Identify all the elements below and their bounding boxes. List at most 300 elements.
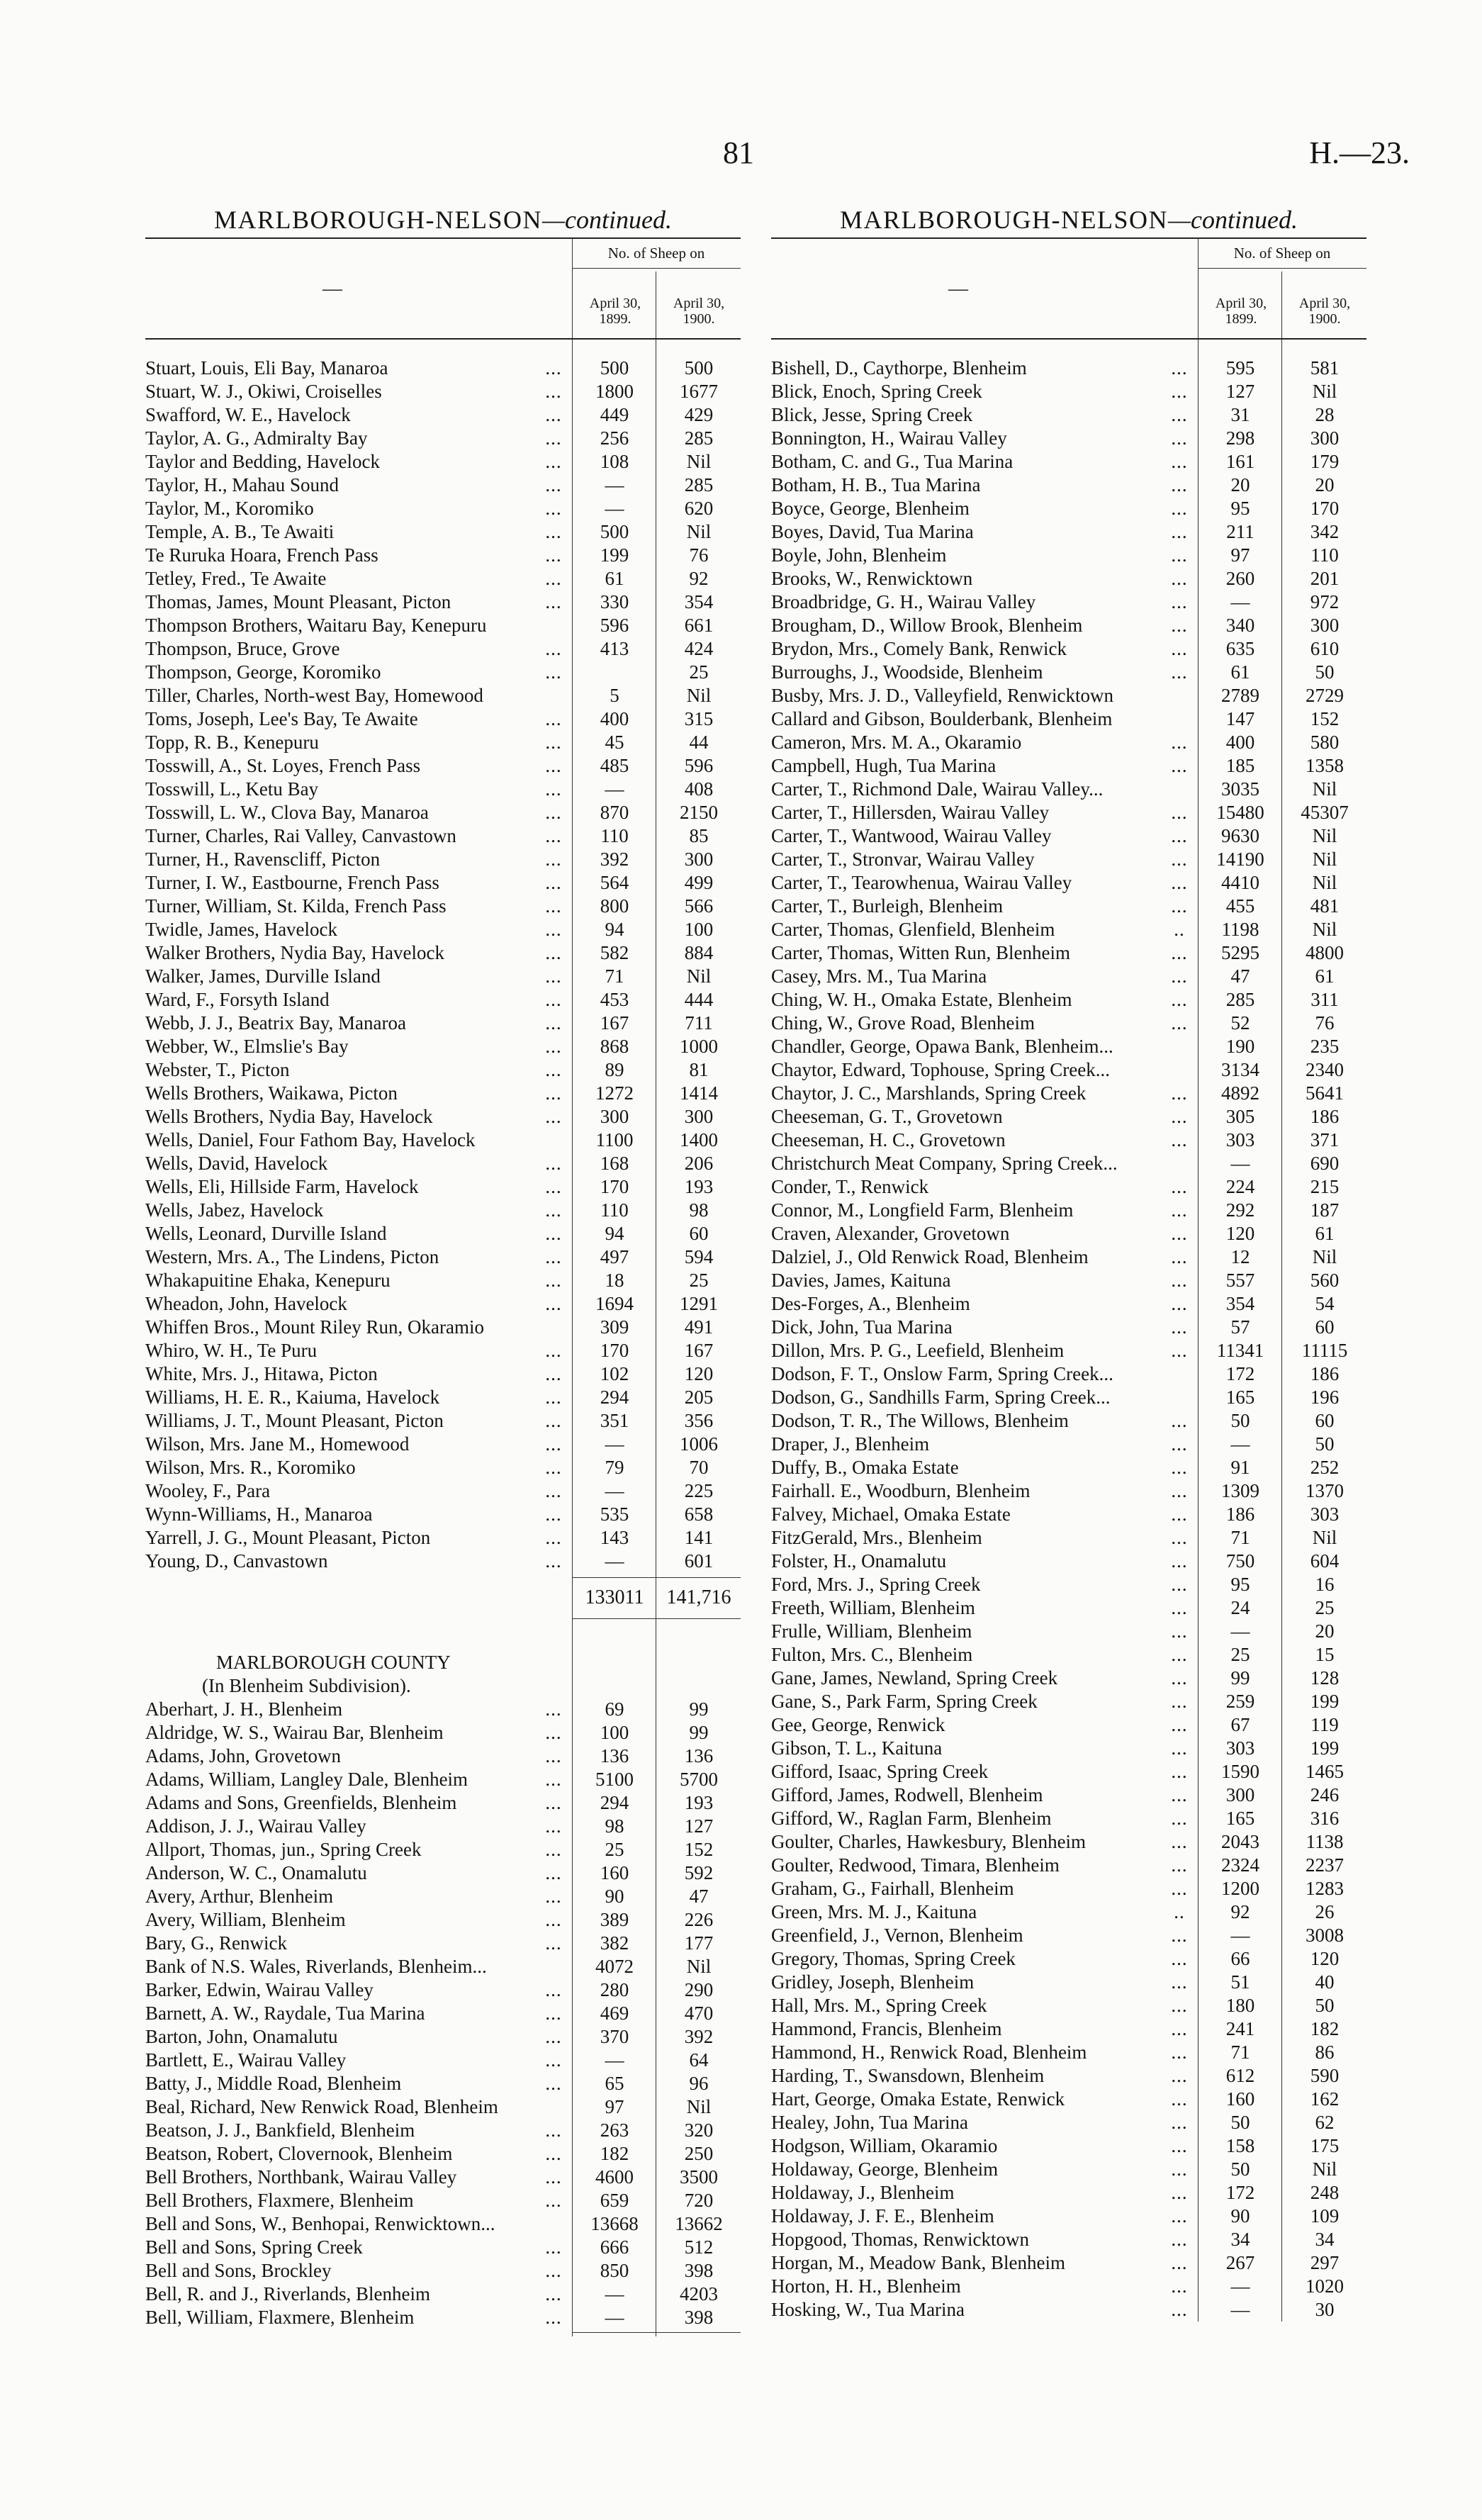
value-1900: 2340 [1306, 1059, 1344, 1080]
leader-dots: ... [1171, 1995, 1188, 2016]
entry-name: Dillon, Mrs. P. G., Leefield, Blenheim [771, 1340, 1065, 1361]
value-1899: 285 [1225, 989, 1255, 1010]
entry-name: Hopgood, Thomas, Renwicktown [771, 2229, 1029, 2250]
value-1899: — [605, 2049, 624, 2071]
value-1900: 215 [1310, 1176, 1340, 1197]
leader-dots: ... [1171, 568, 1188, 589]
leader-dots: ... [545, 1839, 562, 1860]
entry-name: Wells Brothers, Waikawa, Picton [145, 1082, 398, 1104]
value-1899: 2043 [1221, 1831, 1259, 1852]
table-row [771, 497, 1366, 520]
entry-name: Falvey, Michael, Omaka Estate [771, 1503, 1011, 1525]
leader-dots: ... [545, 1433, 562, 1455]
leader-dots: ... [1171, 1503, 1188, 1525]
leader-dots: ... [1171, 1808, 1188, 1829]
value-1899: 95 [1230, 1574, 1250, 1595]
leader-dots: ... [1171, 521, 1188, 542]
leader-dots: ... [545, 2307, 562, 2328]
value-1900: 248 [1310, 2182, 1340, 2203]
value-1900: 300 [1310, 615, 1340, 636]
value-1900: 11115 [1301, 1340, 1348, 1361]
entry-name: Thompson Brothers, Waitaru Bay, Kenepuru [145, 615, 487, 636]
table-row [771, 778, 1366, 801]
value-1900: 62 [1315, 2112, 1335, 2133]
value-1899: 172 [1225, 2182, 1255, 2203]
leader-dots: ... [545, 919, 562, 940]
header-dash: — [322, 278, 342, 300]
value-1900: 3008 [1306, 1925, 1344, 1946]
value-1899: 65 [605, 2073, 624, 2094]
entry-name: Whiffen Bros., Mount Riley Run, Okaramio [145, 1316, 484, 1338]
entry-name: Aldridge, W. S., Wairau Bar, Blenheim [145, 1722, 444, 1743]
value-1899: 168 [600, 1153, 629, 1174]
leader-dots: ... [1171, 2042, 1188, 2063]
table-row [145, 801, 741, 824]
leader-dots: ... [1171, 732, 1188, 753]
section-title: MARLBOROUGH COUNTY [216, 1652, 451, 1673]
leader-dots: ... [545, 2026, 562, 2047]
value-1899: 71 [1230, 1527, 1250, 1548]
table-row [771, 1690, 1366, 1713]
value-1899: 612 [1225, 2065, 1255, 2086]
table-row [771, 450, 1366, 474]
entry-name: Bell and Sons, Brockley [145, 2260, 332, 2281]
value-1899: 170 [600, 1176, 629, 1197]
value-1899: 47 [1230, 965, 1250, 987]
value-1899: 564 [600, 872, 629, 893]
entry-name: Gregory, Thomas, Spring Creek [771, 1948, 1016, 1969]
table-row [145, 497, 741, 520]
table-row [145, 1908, 741, 1932]
leader-dots: ... [545, 1722, 562, 1743]
entry-name: Gifford, James, Rodwell, Blenheim [771, 1784, 1043, 1805]
value-1900: 119 [1310, 1714, 1339, 1735]
table-row [145, 778, 741, 801]
value-1899: 94 [605, 1223, 624, 1244]
leader-dots: ... [1171, 1316, 1188, 1338]
entry-name: Dodson, G., Sandhills Farm, Spring Creek... [771, 1387, 1111, 1408]
leader-dots: ... [545, 1745, 562, 1766]
table-row [145, 1012, 741, 1035]
entry-name: Boyce, George, Blenheim [771, 498, 970, 519]
value-1900: 182 [1310, 2018, 1340, 2039]
entry-name: Tosswill, L., Ketu Bay [145, 778, 319, 800]
leader-dots: ... [1171, 1433, 1188, 1455]
table-row [145, 403, 741, 427]
entry-name: Topp, R. B., Kenepuru [145, 732, 319, 753]
value-1899: — [1230, 1925, 1250, 1946]
entry-name: Bell Brothers, Flaxmere, Blenheim [145, 2190, 414, 2211]
value-1899: 500 [600, 357, 629, 379]
entry-name: Davies, James, Kaituna [771, 1270, 951, 1291]
value-1899: 52 [1230, 1012, 1250, 1034]
leader-dots: ... [545, 544, 562, 566]
table-row [145, 2025, 741, 2049]
leader-dots: ... [545, 942, 562, 963]
value-1900: 499 [684, 872, 714, 893]
value-1900: 4800 [1306, 942, 1344, 963]
value-1900: 580 [1310, 732, 1340, 753]
entry-name: Thomas, James, Mount Pleasant, Picton [145, 591, 451, 612]
entry-name: Wooley, F., Para [145, 1480, 271, 1501]
value-1900: 594 [684, 1246, 714, 1267]
value-1899: 90 [1230, 2205, 1250, 2227]
page-number: 81 [723, 135, 754, 170]
table-row [771, 357, 1366, 380]
value-1899: — [605, 474, 624, 495]
entry-name: Taylor, A. G., Admiralty Bay [145, 427, 368, 449]
value-1900: 120 [684, 1363, 714, 1384]
leader-dots: ... [545, 591, 562, 612]
leader-dots: ... [545, 2003, 562, 2024]
table-row [145, 1815, 741, 1838]
entry-name: Williams, H. E. R., Kaiuma, Havelock [145, 1387, 440, 1408]
table-row [771, 2205, 1366, 2228]
leader-dots: ... [1171, 427, 1188, 449]
table-row [771, 1199, 1366, 1222]
value-1900: 1370 [1306, 1480, 1344, 1501]
leader-dots: ... [1171, 755, 1188, 776]
entry-name: Walker Brothers, Nydia Bay, Havelock [145, 942, 444, 963]
entry-name: Bell, R. and J., Riverlands, Blenheim [145, 2283, 430, 2305]
table-row [771, 1292, 1366, 1316]
table-row [771, 2064, 1366, 2088]
value-1900: 610 [1310, 638, 1340, 659]
leader-dots: .. [1174, 919, 1185, 940]
table-row [771, 1362, 1366, 1386]
table-row [145, 824, 741, 848]
entry-name: Christchurch Meat Company, Spring Creek... [771, 1153, 1118, 1174]
leader-dots: ... [1171, 1971, 1188, 1993]
entry-name: Harding, T., Swansdown, Blenheim [771, 2065, 1045, 2086]
leader-dots: ... [545, 825, 562, 846]
table-row [145, 684, 741, 707]
leader-dots: ... [545, 1698, 562, 1720]
leader-dots: ... [1171, 1878, 1188, 1899]
value-1900: 5700 [680, 1769, 718, 1790]
value-1899: 582 [600, 942, 629, 963]
value-1900: 13662 [675, 2213, 723, 2234]
value-1899: 4410 [1221, 872, 1259, 893]
table-row [771, 1713, 1366, 1737]
entry-name: Dodson, F. T., Onslow Farm, Spring Creek... [771, 1363, 1113, 1384]
value-1900: Nil [686, 521, 712, 542]
table-row [771, 2251, 1366, 2275]
table-row [771, 1245, 1366, 1269]
table-row [145, 2236, 741, 2259]
value-1900: 98 [689, 1199, 709, 1221]
entry-name: Gridley, Joseph, Blenheim [771, 1971, 975, 1993]
value-1899: 224 [1225, 1176, 1255, 1197]
entry-name: Holdaway, J. F. E., Blenheim [771, 2205, 994, 2227]
value-1899: 170 [600, 1340, 629, 1361]
table-row [771, 2017, 1366, 2041]
table-row [771, 1760, 1366, 1783]
entry-name: Cheeseman, G. T., Grovetown [771, 1106, 1003, 1127]
value-1899: 595 [1225, 357, 1255, 379]
value-1899: 5295 [1221, 942, 1259, 963]
value-1900: 1020 [1306, 2275, 1344, 2297]
table-row [145, 544, 741, 567]
value-1900: 429 [684, 404, 714, 425]
value-1900: 196 [1310, 1387, 1340, 1408]
value-1900: 1414 [680, 1082, 718, 1104]
value-1899: 89 [605, 1059, 624, 1080]
value-1899: 3134 [1221, 1059, 1259, 1080]
leader-dots: ... [1171, 1129, 1188, 1150]
header-group-label: No. of Sheep on [572, 245, 741, 269]
total-1900: 141,716 [666, 1586, 731, 1608]
table-row [771, 1807, 1366, 1830]
value-1899: 354 [1225, 1293, 1255, 1314]
table-row [771, 614, 1366, 637]
value-1900: 424 [684, 638, 714, 659]
value-1899: 400 [1225, 732, 1255, 753]
entry-name: Busby, Mrs. J. D., Valleyfield, Renwicktown [771, 685, 1113, 706]
table-row [771, 731, 1366, 754]
table-row [771, 2158, 1366, 2181]
table-row [145, 2119, 741, 2142]
value-1900: 604 [1310, 1550, 1340, 1572]
table-row [771, 1175, 1366, 1199]
leader-dots: ... [545, 1410, 562, 1431]
leader-dots: ... [1171, 1737, 1188, 1759]
value-1900: Nil [1312, 1527, 1337, 1548]
table-row [771, 2228, 1366, 2251]
table-row [771, 1503, 1366, 1526]
value-1899: 256 [600, 427, 629, 449]
value-1900: 170 [1310, 498, 1340, 519]
value-1900: Nil [686, 451, 712, 472]
table-row [145, 1526, 741, 1550]
value-1900: 205 [684, 1387, 714, 1408]
value-1899: 13668 [590, 2213, 639, 2234]
value-1900: 61 [1315, 965, 1335, 987]
entry-name: Horgan, M., Meadow Bank, Blenheim [771, 2252, 1065, 2273]
entry-name: Carter, T., Wantwood, Wairau Valley [771, 825, 1052, 846]
value-1899: 868 [600, 1036, 629, 1057]
table-row [771, 520, 1366, 544]
table-row [771, 1082, 1366, 1105]
leader-dots: ... [545, 895, 562, 917]
table-row [145, 590, 741, 614]
value-1900: 620 [684, 498, 714, 519]
leader-dots: ... [1171, 661, 1188, 683]
leader-dots: ... [1171, 2065, 1188, 2086]
value-1900: Nil [1312, 919, 1337, 940]
entry-name: Gifford, W., Raglan Farm, Blenheim [771, 1808, 1052, 1829]
value-1899: 330 [600, 591, 629, 612]
header-col-1900: April 30, 1900. [673, 296, 725, 327]
entry-name: Hosking, W., Tua Marina [771, 2299, 965, 2320]
table-row [145, 1479, 741, 1503]
value-1899: 750 [1225, 1550, 1255, 1572]
entry-name: Twidle, James, Havelock [145, 919, 338, 940]
entry-name: Blick, Jesse, Spring Creek [771, 404, 973, 425]
value-1899: 292 [1225, 1199, 1255, 1221]
value-1900: 85 [689, 825, 709, 846]
leader-dots: ... [545, 1293, 562, 1314]
value-1900: 20 [1315, 474, 1335, 495]
value-1900: 250 [684, 2143, 714, 2164]
leader-dots: ... [545, 498, 562, 519]
table-row [771, 1830, 1366, 1854]
value-1899: 165 [1225, 1808, 1255, 1829]
entry-name: Connor, M., Longfield Farm, Blenheim [771, 1199, 1074, 1221]
value-1900: 5641 [1306, 1082, 1344, 1104]
table-row [771, 1105, 1366, 1129]
value-1900: 235 [1310, 1036, 1340, 1057]
entry-name: Cameron, Mrs. M. A., Okaramio [771, 732, 1022, 753]
value-1899: 127 [1225, 381, 1255, 402]
table-row [771, 1877, 1366, 1900]
leader-dots: ... [545, 1082, 562, 1104]
entry-name: Williams, J. T., Mount Pleasant, Picton [145, 1410, 444, 1431]
leader-dots: ... [1171, 1644, 1188, 1665]
value-1899: 4600 [595, 2166, 634, 2188]
value-1899: 659 [600, 2190, 629, 2211]
table-row [771, 1737, 1366, 1760]
table-row [771, 427, 1366, 450]
table-row [771, 544, 1366, 567]
value-1900: 61 [1315, 1223, 1335, 1244]
value-1899: 110 [600, 1199, 629, 1221]
table-row [771, 2181, 1366, 2205]
value-1899: 15480 [1216, 802, 1264, 823]
leader-dots: ... [545, 1792, 562, 1813]
entry-name: Carter, T., Hillersden, Wairau Valley [771, 802, 1050, 823]
entry-name: Webber, W., Elmslie's Bay [145, 1036, 349, 1057]
entry-name: Beal, Richard, New Renwick Road, Blenheim [145, 2096, 498, 2117]
value-1900: 481 [1310, 895, 1340, 917]
value-1900: 141 [684, 1527, 714, 1548]
value-1899: 2789 [1221, 685, 1259, 706]
value-1899: 557 [1225, 1270, 1255, 1291]
entry-name: Carter, T., Burleigh, Blenheim [771, 895, 1004, 917]
table-row [145, 2306, 741, 2329]
table-row [771, 590, 1366, 614]
value-1899: — [605, 2283, 624, 2305]
value-1900: 661 [684, 615, 714, 636]
leader-dots: ... [1171, 1270, 1188, 1291]
value-1899: 389 [600, 1909, 629, 1930]
value-1900: Nil [1312, 825, 1337, 846]
entry-name: Adams, William, Langley Dale, Blenheim [145, 1769, 468, 1790]
entry-name: Gane, James, Newland, Spring Creek [771, 1667, 1058, 1689]
entry-name: Whiro, W. H., Te Puru [145, 1340, 318, 1361]
leader-dots: ... [1171, 1948, 1188, 1969]
value-1900: 96 [689, 2073, 709, 2094]
entry-name: Tosswill, L. W., Clova Bay, Manaroa [145, 802, 429, 823]
table-row [771, 567, 1366, 590]
entry-name: Avery, William, Blenheim [145, 1909, 346, 1930]
value-1899: 1694 [595, 1293, 634, 1314]
entry-name: Gee, George, Renwick [771, 1714, 945, 1735]
value-1899: 280 [600, 1979, 629, 2000]
leader-dots: ... [1171, 849, 1188, 870]
value-1899: — [1230, 1153, 1250, 1174]
leader-dots: ... [1171, 942, 1188, 963]
value-1899: — [1230, 2275, 1250, 2297]
table-row [145, 941, 741, 965]
document-code: H.—23. [1309, 135, 1410, 170]
value-1899: 263 [600, 2119, 629, 2141]
entry-name: Toms, Joseph, Lee's Bay, Te Awaite [145, 708, 418, 729]
table-row [771, 848, 1366, 871]
entry-name: Wynn-Williams, H., Manaroa [145, 1503, 373, 1525]
value-1900: 1291 [680, 1293, 718, 1314]
value-1900: 972 [1310, 591, 1340, 612]
value-1899: 305 [1225, 1106, 1255, 1127]
entry-name: Beatson, J. J., Bankfield, Blenheim [145, 2119, 415, 2141]
table-row [145, 1105, 741, 1129]
table-row [145, 1456, 741, 1479]
entry-name: Draper, J., Blenheim [771, 1433, 930, 1455]
value-1900: 658 [684, 1503, 714, 1525]
table-row [145, 1698, 741, 1721]
entry-name: Barnett, A. W., Raydale, Tua Marina [145, 2003, 425, 2024]
value-1899: 71 [1230, 2042, 1250, 2063]
leader-dots: ... [545, 778, 562, 800]
entry-name: Carter, Thomas, Witten Run, Blenheim [771, 942, 1071, 963]
table-row [145, 2049, 741, 2072]
value-1900: 70 [689, 1457, 709, 1478]
table-row [145, 2189, 741, 2212]
value-1899: 172 [1225, 1363, 1255, 1384]
value-1900: 187 [1310, 1199, 1340, 1221]
leader-dots: ... [545, 2166, 562, 2188]
value-1900: Nil [1312, 2158, 1337, 2180]
table-row [771, 2298, 1366, 2322]
header-col-1900: April 30, 1900. [1298, 296, 1351, 327]
value-1900: 15 [1315, 1644, 1335, 1665]
entry-name: Turner, H., Ravenscliff, Picton [145, 849, 381, 870]
table-row [145, 427, 741, 450]
leader-dots: ... [1171, 2158, 1188, 2180]
entry-name: Wells, Daniel, Four Fathom Bay, Havelock [145, 1129, 476, 1150]
entry-name: Carter, T., Richmond Dale, Wairau Valley... [771, 778, 1104, 800]
entry-name: Bell and Sons, W., Benhopai, Renwicktown... [145, 2213, 495, 2234]
table-row [771, 1129, 1366, 1152]
entry-name: Wells, David, Havelock [145, 1153, 328, 1174]
value-1899: 69 [605, 1698, 624, 1720]
leader-dots: ... [1171, 1410, 1188, 1431]
table-row [771, 1900, 1366, 1924]
entry-name: Freeth, William, Blenheim [771, 1597, 975, 1618]
entry-name: Tetley, Fred., Te Awaite [145, 568, 327, 589]
table-row [771, 2088, 1366, 2111]
leader-dots: ... [545, 404, 562, 425]
value-1899: 11341 [1216, 1340, 1264, 1361]
table-row [145, 661, 741, 684]
table-row [771, 380, 1366, 403]
value-1899: — [605, 1550, 624, 1572]
leader-dots: ... [545, 1270, 562, 1291]
value-1900: 199 [1310, 1737, 1340, 1759]
value-1900: 20 [1315, 1620, 1335, 1642]
value-1899: 71 [605, 965, 624, 987]
value-1900: 60 [1315, 1316, 1335, 1338]
value-1900: Nil [1312, 778, 1337, 800]
leader-dots: ... [545, 451, 562, 472]
value-1900: 444 [684, 989, 714, 1010]
value-1899: 2324 [1221, 1854, 1259, 1876]
table-row [771, 1924, 1366, 1947]
table-row [771, 941, 1366, 965]
entry-name: Hodgson, William, Okaramio [771, 2135, 998, 2156]
value-1899: — [1230, 1433, 1250, 1455]
leader-dots: ... [545, 1176, 562, 1197]
